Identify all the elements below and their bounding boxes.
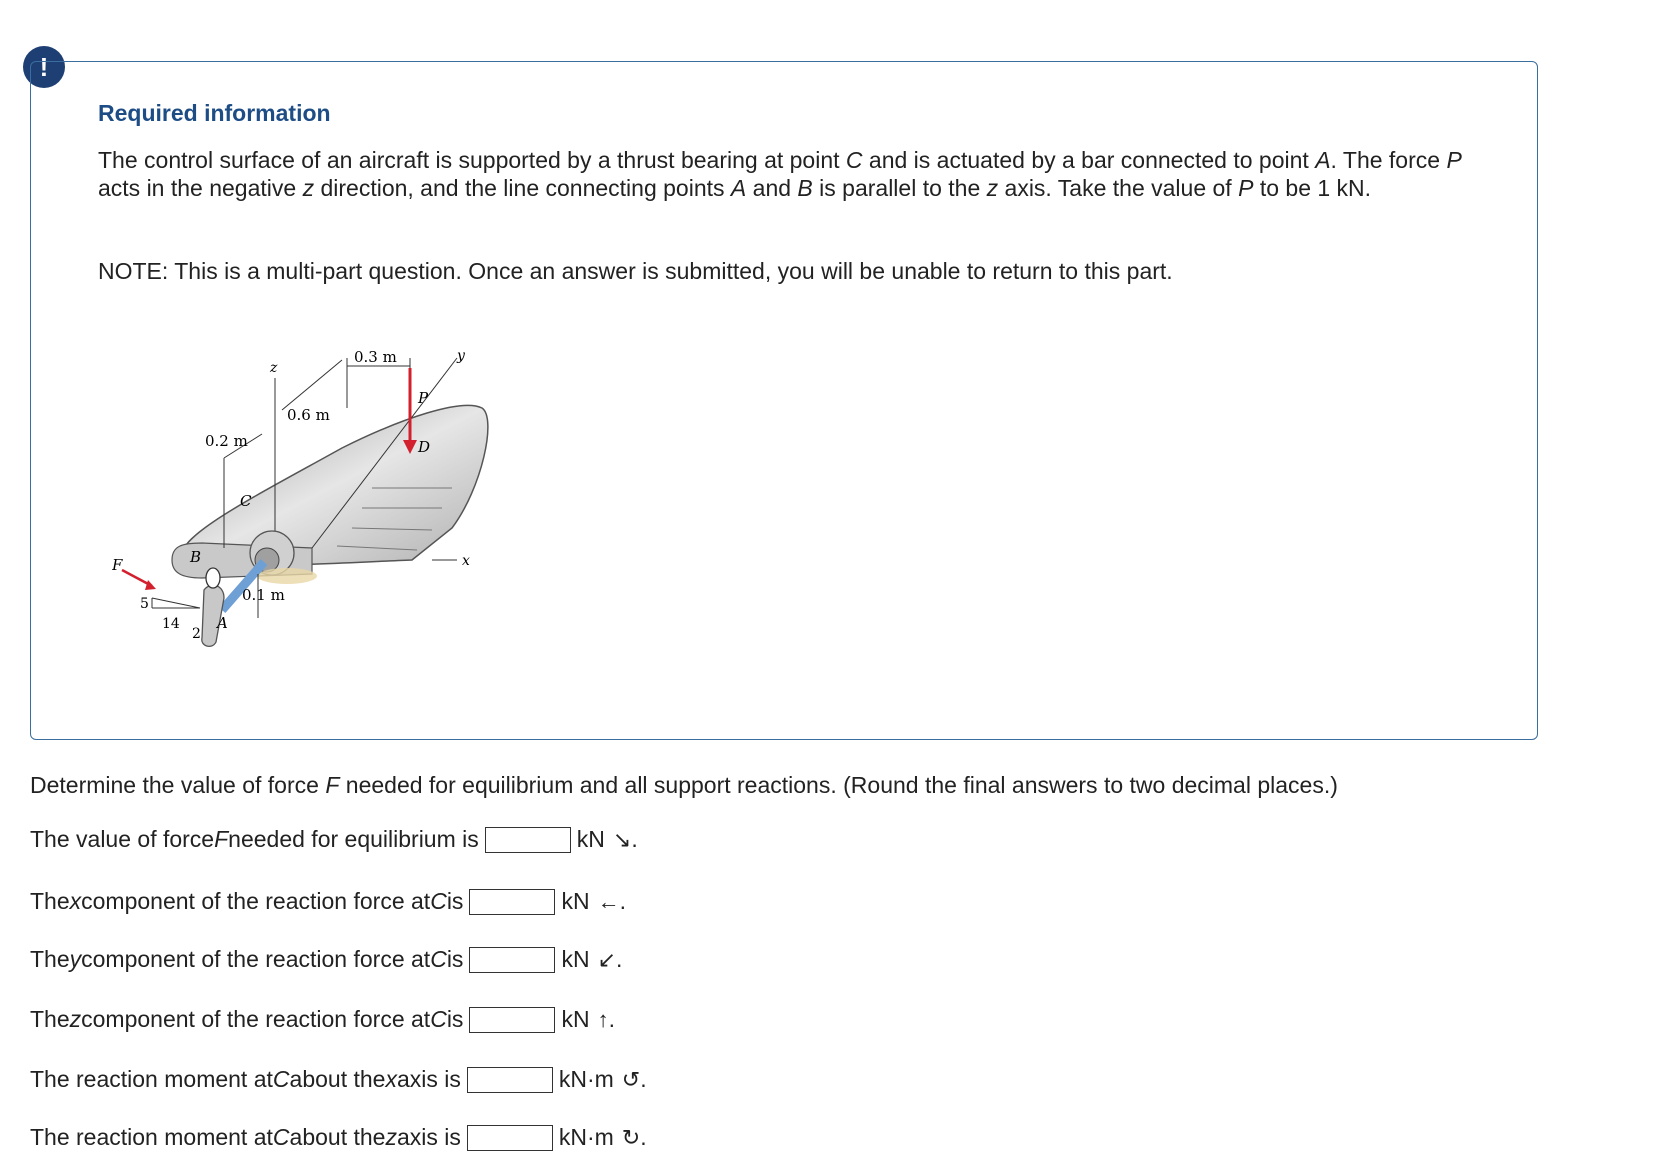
answer-row-mcx: The reaction moment at C about the x axis is kN·m ↺ . (30, 1066, 647, 1092)
svg-text:C: C (240, 492, 252, 510)
direction-up-icon: ↑ (597, 1006, 609, 1032)
svg-text:0.2 m: 0.2 m (205, 432, 248, 450)
svg-text:D: D (418, 438, 431, 456)
alert-icon: ! (23, 46, 65, 88)
svg-text:14: 14 (162, 616, 180, 632)
svg-text:0.3 m: 0.3 m (354, 348, 397, 366)
answer-input-force-f[interactable] (485, 827, 571, 853)
svg-text:2: 2 (192, 626, 201, 642)
answer-input-cz[interactable] (469, 1007, 555, 1033)
answer-input-cx[interactable] (469, 889, 555, 915)
svg-text:P: P (418, 389, 429, 407)
answer-row-cy: The y component of the reaction force at C is kN ↙ . (30, 946, 623, 972)
direction-sw-icon: ↙ (597, 946, 616, 972)
svg-text:5: 5 (140, 596, 149, 612)
svg-text:y: y (457, 348, 465, 364)
counterclockwise-icon: ↺ (621, 1066, 641, 1092)
aircraft-control-surface-figure (112, 338, 512, 698)
svg-text:A: A (217, 614, 228, 632)
direction-left-icon: ← (597, 888, 620, 914)
info-body: The control surface of an aircraft is supported by a thrust bearing at point C and is actuated by a bar connected to point A. The force P acts in the negative z direction, and the line connecting points A and B is parallel to the z axis. Take the value of P to be 1 kN. (98, 147, 1462, 201)
clockwise-icon: ↻ (621, 1124, 641, 1150)
svg-text:z: z (270, 360, 278, 376)
note-text: NOTE: This is a multi-part question. Once an answer is submitted, you will be unable to return to this part. (98, 258, 1173, 284)
svg-text:x: x (462, 553, 470, 569)
direction-se-icon: ↘ (612, 826, 632, 852)
answer-row-cx: The x component of the reaction force at C is kN ← . (30, 888, 626, 914)
info-title: Required information (98, 100, 331, 126)
answer-input-cy[interactable] (469, 947, 555, 973)
wing-surface (181, 405, 488, 565)
answer-input-mcx[interactable] (467, 1067, 553, 1093)
svg-text:F: F (112, 556, 123, 574)
answer-row-cz: The z component of the reaction force at C is kN ↑ . (30, 1006, 615, 1032)
answer-input-mcz[interactable] (467, 1125, 553, 1151)
svg-text:0.6 m: 0.6 m (287, 406, 330, 424)
answer-row-force-f: The value of force F needed for equilibrium is kN ↘ . (30, 826, 638, 852)
answer-row-mcz: The reaction moment at C about the z axis is kN·m ↻ . (30, 1124, 647, 1150)
question-text: Determine the value of force F needed for equilibrium and all support reactions. (Round the final answers to two decimal places.) (30, 772, 1338, 798)
svg-text:0.1 m: 0.1 m (242, 586, 285, 604)
svg-text:B: B (190, 548, 202, 566)
